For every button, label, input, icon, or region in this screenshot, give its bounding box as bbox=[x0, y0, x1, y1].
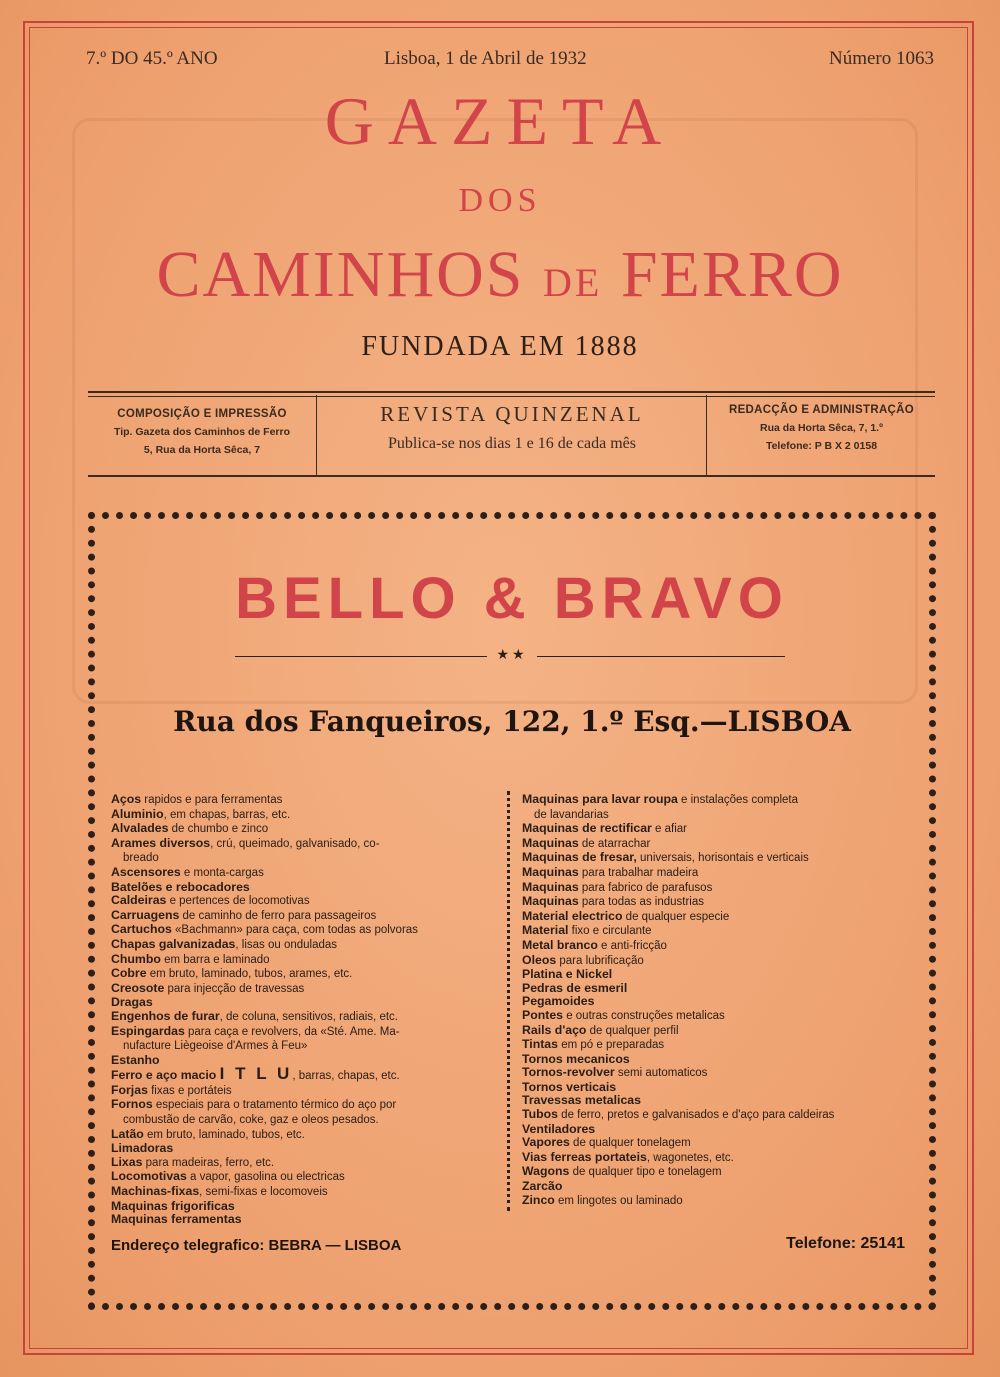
product-description: para trabalhar madeira bbox=[578, 866, 699, 879]
product-item bbox=[522, 1165, 922, 1180]
masthead-caminhos-de-ferro bbox=[0, 237, 1000, 313]
product-name: Maquinas ferramentas bbox=[111, 1212, 242, 1227]
printing-title: COMPOSIÇÃO E IMPRESSÃO bbox=[117, 408, 287, 420]
product-name: Ascensores bbox=[111, 864, 181, 879]
product-item bbox=[522, 822, 922, 837]
info-divider-left bbox=[316, 395, 317, 475]
product-description: universais, horisontais e verticais bbox=[636, 852, 809, 865]
product-item bbox=[111, 881, 501, 895]
printing-info bbox=[88, 408, 316, 456]
product-description: para fabrico de parafusos bbox=[578, 881, 713, 894]
product-item bbox=[111, 837, 501, 852]
product-item bbox=[522, 982, 922, 996]
product-description: e anti-fricção bbox=[597, 939, 667, 952]
printing-line-2: 5, Rua da Horta Sêca, 7 bbox=[143, 444, 261, 456]
product-name: Pontes bbox=[522, 1007, 563, 1022]
product-item bbox=[522, 995, 922, 1009]
product-item bbox=[111, 851, 501, 866]
product-description: a vapor, gasolina ou electricas bbox=[186, 1171, 345, 1184]
product-name: Cobre bbox=[111, 966, 147, 981]
product-item bbox=[522, 808, 922, 823]
product-name: Tornos verticais bbox=[522, 1079, 617, 1094]
masthead-ferro: FERRO bbox=[602, 238, 844, 311]
product-description: em barra e laminado bbox=[160, 953, 270, 966]
periodicity-subtitle: Publica-se nos dias 1 e 16 de cada mês bbox=[388, 435, 636, 452]
product-item bbox=[522, 895, 922, 910]
product-item bbox=[522, 1123, 922, 1137]
product-item bbox=[111, 822, 501, 837]
product-name: Material electrico bbox=[522, 908, 623, 923]
product-name: Zinco bbox=[522, 1192, 555, 1207]
edition-label: 7.º DO 45.º ANO bbox=[86, 48, 218, 69]
product-name: Travessas metalicas bbox=[522, 1093, 641, 1108]
product-description: para injecção de travessas bbox=[164, 982, 305, 995]
product-item bbox=[111, 1010, 501, 1025]
product-name: Oleos bbox=[522, 952, 557, 967]
product-name: Ventiladores bbox=[522, 1121, 596, 1136]
product-description: , crú, queimado, galvanisado, co- bbox=[210, 837, 380, 850]
product-item bbox=[111, 1142, 501, 1156]
product-item bbox=[111, 1025, 501, 1040]
phone-number: Telefone: 25141 bbox=[786, 1235, 905, 1252]
product-name: Pedras de esmeril bbox=[522, 980, 628, 995]
product-list-left bbox=[111, 793, 501, 1227]
product-name: Dragas bbox=[111, 995, 153, 1010]
product-name: Pegamoides bbox=[522, 994, 595, 1009]
product-description: e monta-cargas bbox=[180, 866, 264, 879]
product-item bbox=[522, 1066, 922, 1081]
product-item bbox=[522, 939, 922, 954]
product-item bbox=[522, 866, 922, 881]
telegraph-address: Endereço telegrafico: BEBRA — LISBOA bbox=[111, 1237, 402, 1254]
product-name: Material bbox=[522, 923, 569, 938]
product-name: Cartuchos bbox=[111, 922, 172, 937]
product-description: e afiar bbox=[651, 823, 688, 836]
product-item bbox=[111, 1200, 501, 1214]
product-item bbox=[522, 910, 922, 925]
info-divider-right bbox=[706, 395, 707, 475]
product-item bbox=[111, 982, 501, 997]
product-name: Tornos-revolver bbox=[522, 1065, 615, 1080]
header-rule-top-thin bbox=[88, 396, 935, 397]
printing-line-1: Tip. Gazeta dos Caminhos de Ferro bbox=[113, 426, 290, 438]
product-name: Tubos bbox=[522, 1107, 558, 1122]
product-item bbox=[111, 938, 501, 953]
product-item bbox=[111, 909, 501, 924]
product-item bbox=[111, 1185, 501, 1200]
editorial-info bbox=[708, 404, 935, 452]
product-name: Maquinas para lavar roupa bbox=[522, 792, 678, 806]
product-item bbox=[522, 1009, 922, 1024]
product-description: fixas e portáteis bbox=[147, 1084, 232, 1097]
masthead-dos: DOS bbox=[458, 182, 542, 219]
product-description: , semi-fixas e locomoveis bbox=[199, 1186, 328, 1199]
column-divider bbox=[507, 791, 510, 1211]
product-item bbox=[522, 954, 922, 969]
product-list-right bbox=[522, 793, 922, 1208]
periodicity-info bbox=[318, 402, 706, 453]
product-name: Metal branco bbox=[522, 937, 598, 952]
product-description: , lisas ou onduladas bbox=[235, 938, 338, 951]
masthead-de: DE bbox=[542, 260, 603, 305]
product-name: Chumbo bbox=[111, 951, 161, 966]
product-name: Aluminio bbox=[111, 806, 164, 821]
product-description: combustão de carvão, coke, gaz e oleos pesados. bbox=[123, 1114, 379, 1127]
product-item bbox=[522, 881, 922, 896]
product-description: breado bbox=[123, 852, 159, 865]
product-description: de qualquer tipo e tonelagem bbox=[569, 1166, 722, 1179]
product-name: Chapas galvanizadas bbox=[111, 936, 236, 951]
product-item bbox=[111, 808, 501, 823]
product-name: Vapores bbox=[522, 1135, 570, 1150]
product-name: Maquinas bbox=[522, 864, 579, 879]
product-name: Wagons bbox=[522, 1164, 570, 1179]
product-name: Maquinas bbox=[522, 894, 579, 909]
product-description: de atarrachar bbox=[578, 837, 651, 850]
product-description: em bruto, laminado, tubos, etc. bbox=[143, 1128, 305, 1141]
product-name: Zarcão bbox=[522, 1179, 563, 1194]
product-item bbox=[522, 1038, 922, 1053]
product-description: para lubrificação bbox=[556, 954, 644, 967]
product-item bbox=[522, 1136, 922, 1151]
product-name: Lixas bbox=[111, 1154, 143, 1169]
product-item bbox=[522, 924, 922, 939]
product-item bbox=[111, 866, 501, 881]
masthead-caminhos: CAMINHOS bbox=[156, 238, 543, 311]
star-ornament-icon: ★★ bbox=[496, 648, 528, 663]
product-description: para caça e revolvers, da «Sté. Ame. Ma- bbox=[184, 1025, 400, 1038]
product-name: Arames diversos bbox=[111, 835, 211, 850]
product-item bbox=[111, 1039, 501, 1054]
product-name: Espingardas bbox=[111, 1023, 185, 1038]
product-item bbox=[111, 793, 501, 808]
product-item bbox=[111, 1098, 501, 1113]
product-description: , barras, chapas, etc. bbox=[292, 1070, 400, 1083]
product-description: em pó e preparadas bbox=[558, 1039, 665, 1052]
product-name: Carruagens bbox=[111, 907, 180, 922]
product-name: Alvalades bbox=[111, 821, 169, 836]
product-item bbox=[522, 851, 922, 866]
product-name: Ferro e aço macio bbox=[111, 1068, 220, 1083]
product-description: de ferro, pretos e galvanisados e d'aço para caldeiras bbox=[557, 1109, 835, 1122]
dateline: Lisboa, 1 de Abril de 1932 bbox=[384, 48, 587, 69]
company-name: BELLO & BRAVO bbox=[235, 566, 789, 631]
product-item bbox=[111, 1156, 501, 1171]
product-description: e outras construções metalicas bbox=[563, 1009, 725, 1022]
brand-mark: I T L U bbox=[219, 1064, 293, 1084]
separator-left bbox=[235, 656, 487, 657]
product-description: em bruto, laminado, tubos, arames, etc. bbox=[146, 968, 353, 981]
product-item bbox=[111, 953, 501, 968]
product-name: Tintas bbox=[522, 1037, 558, 1052]
product-description: , em chapas, barras, etc. bbox=[163, 808, 291, 821]
issue-number: Número 1063 bbox=[828, 48, 934, 69]
product-item bbox=[522, 1053, 922, 1067]
product-name: Forjas bbox=[111, 1082, 148, 1097]
product-item bbox=[111, 894, 501, 909]
product-description: para todas as industrias bbox=[578, 896, 705, 909]
product-description: para madeiras, ferro, etc. bbox=[142, 1156, 275, 1169]
header-rule-bottom bbox=[88, 475, 935, 477]
editorial-address: Rua da Horta Sêca, 7, 1.º bbox=[760, 422, 883, 434]
product-description: , wagonetes, etc. bbox=[646, 1151, 734, 1164]
product-description: em lingotes ou laminado bbox=[554, 1194, 683, 1207]
product-item bbox=[111, 996, 501, 1010]
product-item bbox=[522, 1194, 922, 1209]
product-description: de qualquer especie bbox=[622, 910, 730, 923]
product-name: Limadoras bbox=[111, 1141, 174, 1156]
product-description: de lavandarias bbox=[534, 808, 609, 821]
product-item bbox=[522, 968, 922, 982]
product-item bbox=[522, 1108, 922, 1123]
product-name: Locomotivas bbox=[111, 1169, 187, 1184]
product-description: nufacture Liègeoise d'Armes à Feu» bbox=[123, 1040, 308, 1053]
product-description: semi automaticos bbox=[614, 1067, 708, 1080]
product-item bbox=[522, 1094, 922, 1108]
product-description: «Bachmann» para caça, com todas as polvoras bbox=[171, 924, 418, 937]
product-name: Latão bbox=[111, 1126, 144, 1141]
product-name: Maquinas frigorificas bbox=[111, 1198, 235, 1213]
product-item bbox=[111, 967, 501, 982]
product-item bbox=[522, 793, 922, 808]
product-name: Maquinas bbox=[522, 879, 579, 894]
product-item bbox=[111, 1128, 501, 1143]
product-item bbox=[522, 1180, 922, 1194]
product-item bbox=[111, 923, 501, 938]
product-name: Estanho bbox=[111, 1052, 160, 1067]
editorial-phone: Telefone: P B X 2 0158 bbox=[765, 440, 878, 452]
product-name: Maquinas de fresar, bbox=[522, 850, 637, 865]
separator-right bbox=[537, 656, 785, 657]
product-description: e instalações completa bbox=[677, 794, 799, 806]
product-item bbox=[522, 1151, 922, 1166]
product-item bbox=[111, 1084, 501, 1099]
product-item bbox=[111, 1170, 501, 1185]
product-name: Aços bbox=[111, 792, 142, 806]
product-description: rapidos e para ferramentas bbox=[141, 794, 283, 806]
product-description: especiais para o tratamento térmico do aço por bbox=[152, 1099, 397, 1112]
product-name: Engenhos de furar bbox=[111, 1008, 220, 1023]
product-name: Vias ferreas portateis bbox=[522, 1149, 647, 1164]
product-item bbox=[522, 1024, 922, 1039]
product-description: de qualquer perfil bbox=[586, 1024, 679, 1037]
product-name: Rails d'aço bbox=[522, 1022, 587, 1037]
header-rule-top bbox=[88, 391, 935, 393]
periodicity-title: REVISTA QUINZENAL bbox=[380, 402, 644, 426]
product-description: , de coluna, sensitivos, radiais, etc. bbox=[219, 1010, 398, 1023]
product-item bbox=[111, 1064, 501, 1084]
product-name: Creosote bbox=[111, 980, 165, 995]
company-address: Rua dos Fanqueiros, 122, 1.º Esq.—LISBOA bbox=[173, 705, 851, 738]
product-name: Batelões e rebocadores bbox=[111, 879, 250, 894]
product-name: Caldeiras bbox=[111, 893, 167, 908]
product-description: de qualquer tonelagem bbox=[569, 1137, 691, 1150]
product-name: Platina e Nickel bbox=[522, 967, 613, 982]
masthead-gazeta: GAZETA bbox=[324, 83, 676, 159]
product-description: de caminho de ferro para passageiros bbox=[179, 909, 377, 922]
founded-line: FUNDADA EM 1888 bbox=[361, 331, 639, 362]
product-item bbox=[522, 1081, 922, 1095]
product-name: Maquinas bbox=[522, 835, 579, 850]
editorial-title: REDACÇÃO E ADMINISTRAÇÃO bbox=[728, 404, 915, 416]
product-name: Tornos mecanicos bbox=[522, 1051, 630, 1066]
product-item bbox=[111, 1113, 501, 1128]
product-item bbox=[522, 837, 922, 852]
product-name: Maquinas de rectificar bbox=[522, 821, 652, 836]
product-name: Fornos bbox=[111, 1097, 153, 1112]
product-description: de chumbo e zinco bbox=[168, 823, 269, 836]
product-description: e pertences de locomotivas bbox=[166, 895, 310, 908]
product-description: fixo e circulante bbox=[568, 925, 652, 938]
advertisement-box bbox=[88, 512, 936, 1310]
product-item bbox=[111, 1054, 501, 1068]
product-item bbox=[111, 1213, 501, 1227]
product-name: Machinas-fixas bbox=[111, 1184, 200, 1199]
